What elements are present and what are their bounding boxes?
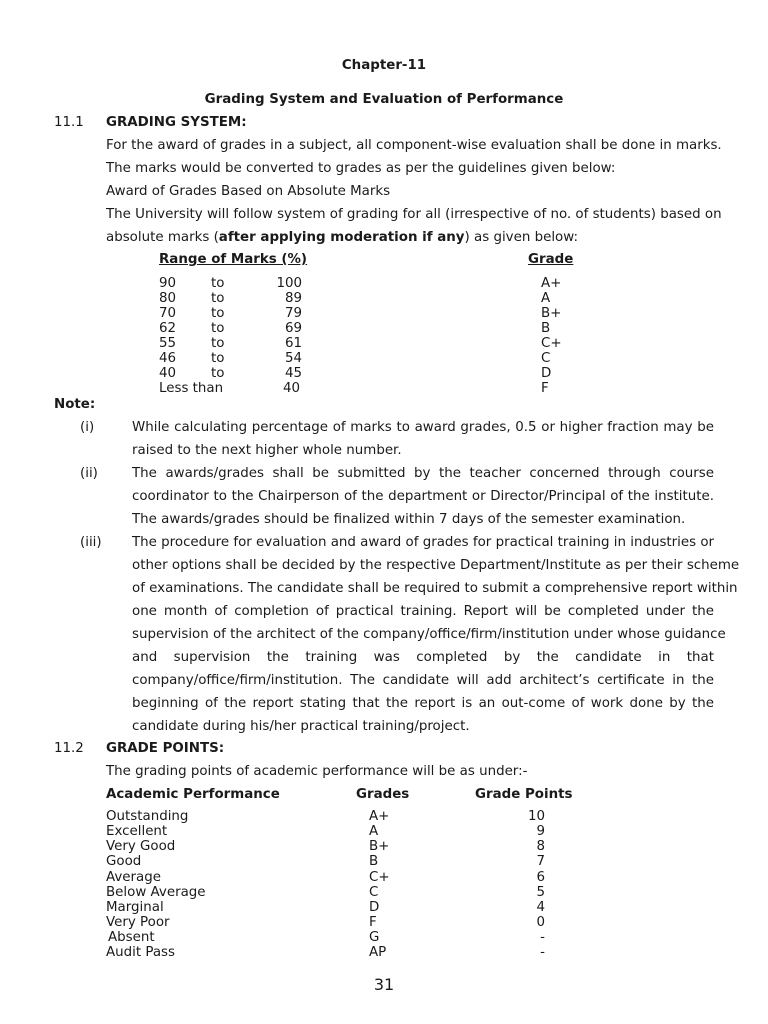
grade-value: C <box>541 351 551 366</box>
text-run: absolute marks ( <box>106 230 219 245</box>
note-line: The awards/grades shall be submitted by the teacher concerned through course <box>132 466 714 481</box>
performance-label: Audit Pass <box>106 945 176 960</box>
range-from: 46 <box>159 351 177 366</box>
award-heading: Award of Grades Based on Absolute Marks <box>106 184 391 199</box>
table-row <box>0 809 768 824</box>
table-row <box>0 366 768 381</box>
range-to: 45 <box>284 366 302 381</box>
range-from: 62 <box>159 321 177 336</box>
marks-range-header: Range of Marks (%) <box>159 252 308 267</box>
grade-value: F <box>541 381 549 396</box>
grade-header: Grade <box>528 252 574 267</box>
performance-label: Good <box>106 854 142 869</box>
range-to: 61 <box>284 336 302 351</box>
grade-point-value: 0 <box>536 915 545 930</box>
performance-label: Very Good <box>106 839 176 854</box>
table-row <box>0 870 768 885</box>
range-to: 79 <box>284 306 302 321</box>
paragraph-line: For the award of grades in a subject, all component-wise evaluation shall be done in marks. <box>106 138 722 153</box>
chapter-title: Chapter-11 <box>341 58 427 73</box>
grade-value: G <box>369 930 380 945</box>
table-row <box>0 930 768 945</box>
grades-header: Grades <box>356 787 410 802</box>
note-line: beginning of the report stating that the report is an out-come of work done by the <box>132 696 714 711</box>
table-row <box>0 854 768 869</box>
grade-point-value: 8 <box>536 839 545 854</box>
section-heading-grade-points: GRADE POINTS: <box>106 741 225 756</box>
note-line: one month of completion of practical training. Report will be completed under the <box>132 604 714 619</box>
note-line: of examinations. The candidate shall be required to submit a comprehensive report within <box>132 581 738 596</box>
note-line: raised to the next higher whole number. <box>132 443 402 458</box>
grade-point-value: 6 <box>536 870 545 885</box>
range-to: 69 <box>284 321 302 336</box>
grade-value: A+ <box>541 276 562 291</box>
main-title: Grading System and Evaluation of Performance <box>204 92 564 107</box>
grade-value: AP <box>369 945 387 960</box>
note-line: The procedure for evaluation and award of grades for practical training in industries or <box>132 535 715 550</box>
note-line: coordinator to the Chairperson of the department or Director/Principal of the institute. <box>132 489 714 504</box>
range-less-than: Less than <box>159 381 224 396</box>
table-row <box>0 824 768 839</box>
note-line: other options shall be decided by the respective Department/Institute as per their scheme <box>132 558 740 573</box>
bold-text-run: after applying moderation if any <box>218 230 465 245</box>
range-to: 40 <box>282 381 300 396</box>
grade-value: A <box>369 824 379 839</box>
range-to-word: to <box>211 351 225 366</box>
grade-value: A <box>541 291 551 306</box>
table-row <box>0 276 768 291</box>
performance-label: Excellent <box>106 824 168 839</box>
range-from: 80 <box>159 291 177 306</box>
section-number-11-2: 11.2 <box>54 741 84 756</box>
grade-value: B+ <box>369 839 390 854</box>
note-line: The awards/grades should be finalized within 7 days of the semester examination. <box>132 512 686 527</box>
grade-value: D <box>541 366 552 381</box>
note-item-number: (iii) <box>80 535 102 550</box>
section-number-11-1: 11.1 <box>54 115 84 130</box>
text-run: ) as given below: <box>464 230 578 245</box>
range-from: 90 <box>159 276 177 291</box>
grade-value: F <box>369 915 377 930</box>
grade-point-value: 9 <box>536 824 545 839</box>
grade-value: D <box>369 900 380 915</box>
table-row <box>0 839 768 854</box>
note-line: candidate during his/her practical training/project. <box>132 719 470 734</box>
page-number: 31 <box>373 975 395 994</box>
table-row <box>0 885 768 900</box>
note-item-number: (ii) <box>80 466 98 481</box>
table-row <box>0 336 768 351</box>
range-to-word: to <box>211 366 225 381</box>
range-to: 89 <box>284 291 302 306</box>
table-row <box>0 900 768 915</box>
grade-point-value: 4 <box>536 900 545 915</box>
performance-label: Very Poor <box>106 915 170 930</box>
grade-point-value: - <box>540 930 545 945</box>
performance-label: Marginal <box>106 900 164 915</box>
paragraph-line: The marks would be converted to grades as per the guidelines given below: <box>106 161 616 176</box>
paragraph-line: The University will follow system of grading for all (irrespective of no. of students) based on <box>106 207 722 222</box>
note-line: company/office/firm/institution. The candidate will add architect’s certificate in the <box>132 673 714 688</box>
grade-value: B <box>541 321 551 336</box>
paragraph-line <box>106 230 578 245</box>
range-to: 54 <box>284 351 302 366</box>
performance-label: Absent <box>108 930 155 945</box>
range-from: 55 <box>159 336 177 351</box>
range-to-word: to <box>211 336 225 351</box>
grade-value: B <box>369 854 379 869</box>
grade-points-intro: The grading points of academic performance will be as under:- <box>106 764 528 779</box>
performance-label: Below Average <box>106 885 206 900</box>
performance-label: Outstanding <box>106 809 189 824</box>
table-row <box>0 351 768 366</box>
academic-performance-header: Academic Performance <box>106 787 280 802</box>
range-to-word: to <box>211 276 225 291</box>
grade-point-value: 7 <box>536 854 545 869</box>
range-from: 40 <box>159 366 177 381</box>
range-to: 100 <box>276 276 302 291</box>
grade-value: A+ <box>369 809 390 824</box>
range-to-word: to <box>211 291 225 306</box>
table-row <box>0 321 768 336</box>
table-row <box>0 306 768 321</box>
grade-value: C+ <box>369 870 390 885</box>
note-line: and supervision the training was completed by the candidate in that <box>132 650 714 665</box>
table-row <box>0 945 768 960</box>
grade-point-value: 5 <box>536 885 545 900</box>
grade-points-header: Grade Points <box>475 787 573 802</box>
range-to-word: to <box>211 306 225 321</box>
grade-point-value: 10 <box>527 809 545 824</box>
table-row <box>0 381 768 396</box>
note-item-number: (i) <box>80 420 95 435</box>
grade-value: C+ <box>541 336 562 351</box>
grade-value: C <box>369 885 379 900</box>
grade-point-value: - <box>540 945 545 960</box>
table-row <box>0 291 768 306</box>
table-row <box>0 915 768 930</box>
section-heading-grading-system: GRADING SYSTEM: <box>106 115 247 130</box>
note-label: Note: <box>54 397 96 412</box>
note-line: While calculating percentage of marks to award grades, 0.5 or higher fraction may be <box>132 420 714 435</box>
range-from: 70 <box>159 306 177 321</box>
note-line: supervision of the architect of the company/office/firm/institution under whose guidance <box>132 627 726 642</box>
grade-value: B+ <box>541 306 562 321</box>
range-to-word: to <box>211 321 225 336</box>
performance-label: Average <box>106 870 161 885</box>
